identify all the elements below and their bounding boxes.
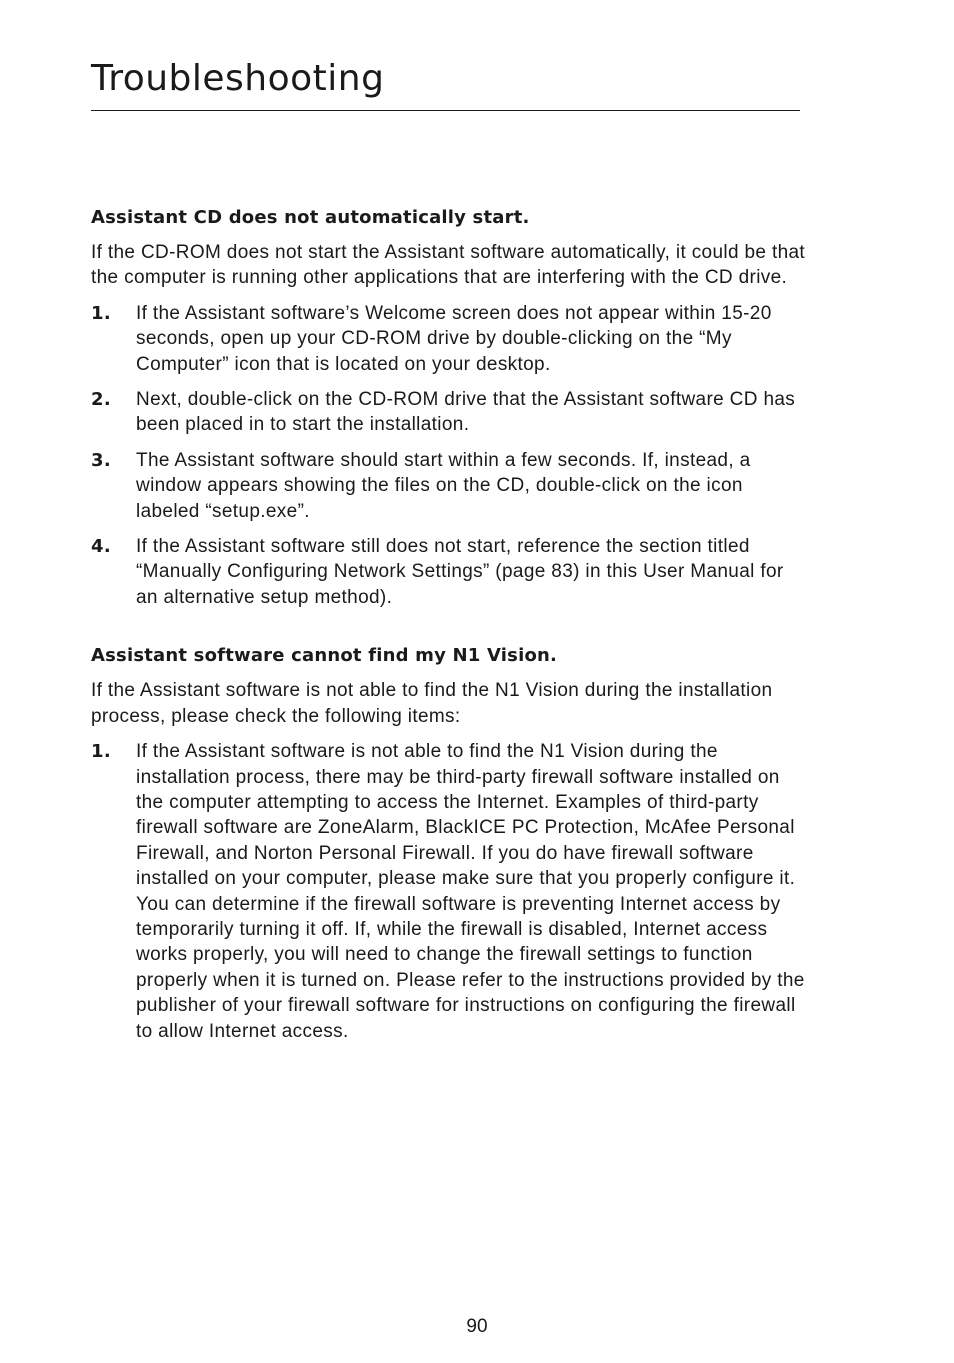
step-text: If the Assistant software’s Welcome screen does not appear within 15-20 seconds, open up your CD-ROM drive by double-clicking on the “My Computer” icon that is located on your desktop.	[136, 302, 772, 375]
steps-list	[91, 301, 806, 610]
page-content	[91, 207, 806, 1054]
step-number: 3.	[91, 449, 112, 471]
section-cannot-find-device	[91, 645, 806, 1044]
step-number: 2.	[91, 389, 112, 411]
step-text: If the Assistant software is not able to find the N1 Vision during the installation process, there may be third-party firewall software installed on the computer attempting to access the Internet. Examples of third-party firewall software are ZoneAlarm, BlackICE PC Protection, McAfee Personal Firewall, and Norton Personal Firewall. If you do have firewall software installed on your computer, please make sure that you properly configure it. You can determine if the firewall software is preventing Internet access by temporarily turning it off. If, while the firewall is disabled, Internet access works properly, you will need to change the firewall settings to function properly when it is turned on. Please refer to the instructions provided by the publisher of your firewall software for instructions on configuring the firewall to allow Internet access.	[136, 741, 805, 1042]
step-number: 1.	[91, 302, 112, 324]
step-item	[91, 448, 806, 524]
section-intro: If the CD-ROM does not start the Assistant software automatically, it could be that the computer is running other applications that are interfering with the CD drive.	[91, 242, 806, 289]
steps-list	[91, 739, 806, 1044]
section-intro: If the Assistant software is not able to find the N1 Vision during the installation process, please check the following items:	[91, 680, 773, 727]
step-item	[91, 301, 806, 377]
section-cd-autostart	[91, 207, 806, 610]
step-text: The Assistant software should start within a few seconds. If, instead, a window appears showing the files on the CD, double-click on the icon labeled “setup.exe”.	[136, 449, 751, 522]
step-text: If the Assistant software still does not start, reference the section titled “Manually Configuring Network Settings” (page 83) in this User Manual for an alternative setup method).	[136, 536, 784, 608]
step-item	[91, 534, 806, 610]
step-number: 1.	[91, 741, 112, 763]
page-title: Troubleshooting	[91, 58, 385, 99]
step-text: Next, double-click on the CD-ROM drive that the Assistant software CD has been placed in to start the installation.	[136, 389, 796, 436]
title-divider	[91, 110, 800, 111]
section-heading: Assistant software cannot find my N1 Vision.	[91, 645, 558, 667]
step-item	[91, 739, 806, 1044]
section-heading: Assistant CD does not automatically start.	[91, 207, 530, 228]
step-item	[91, 387, 806, 438]
step-number: 4.	[91, 536, 112, 558]
page-number: 90	[466, 1316, 488, 1337]
